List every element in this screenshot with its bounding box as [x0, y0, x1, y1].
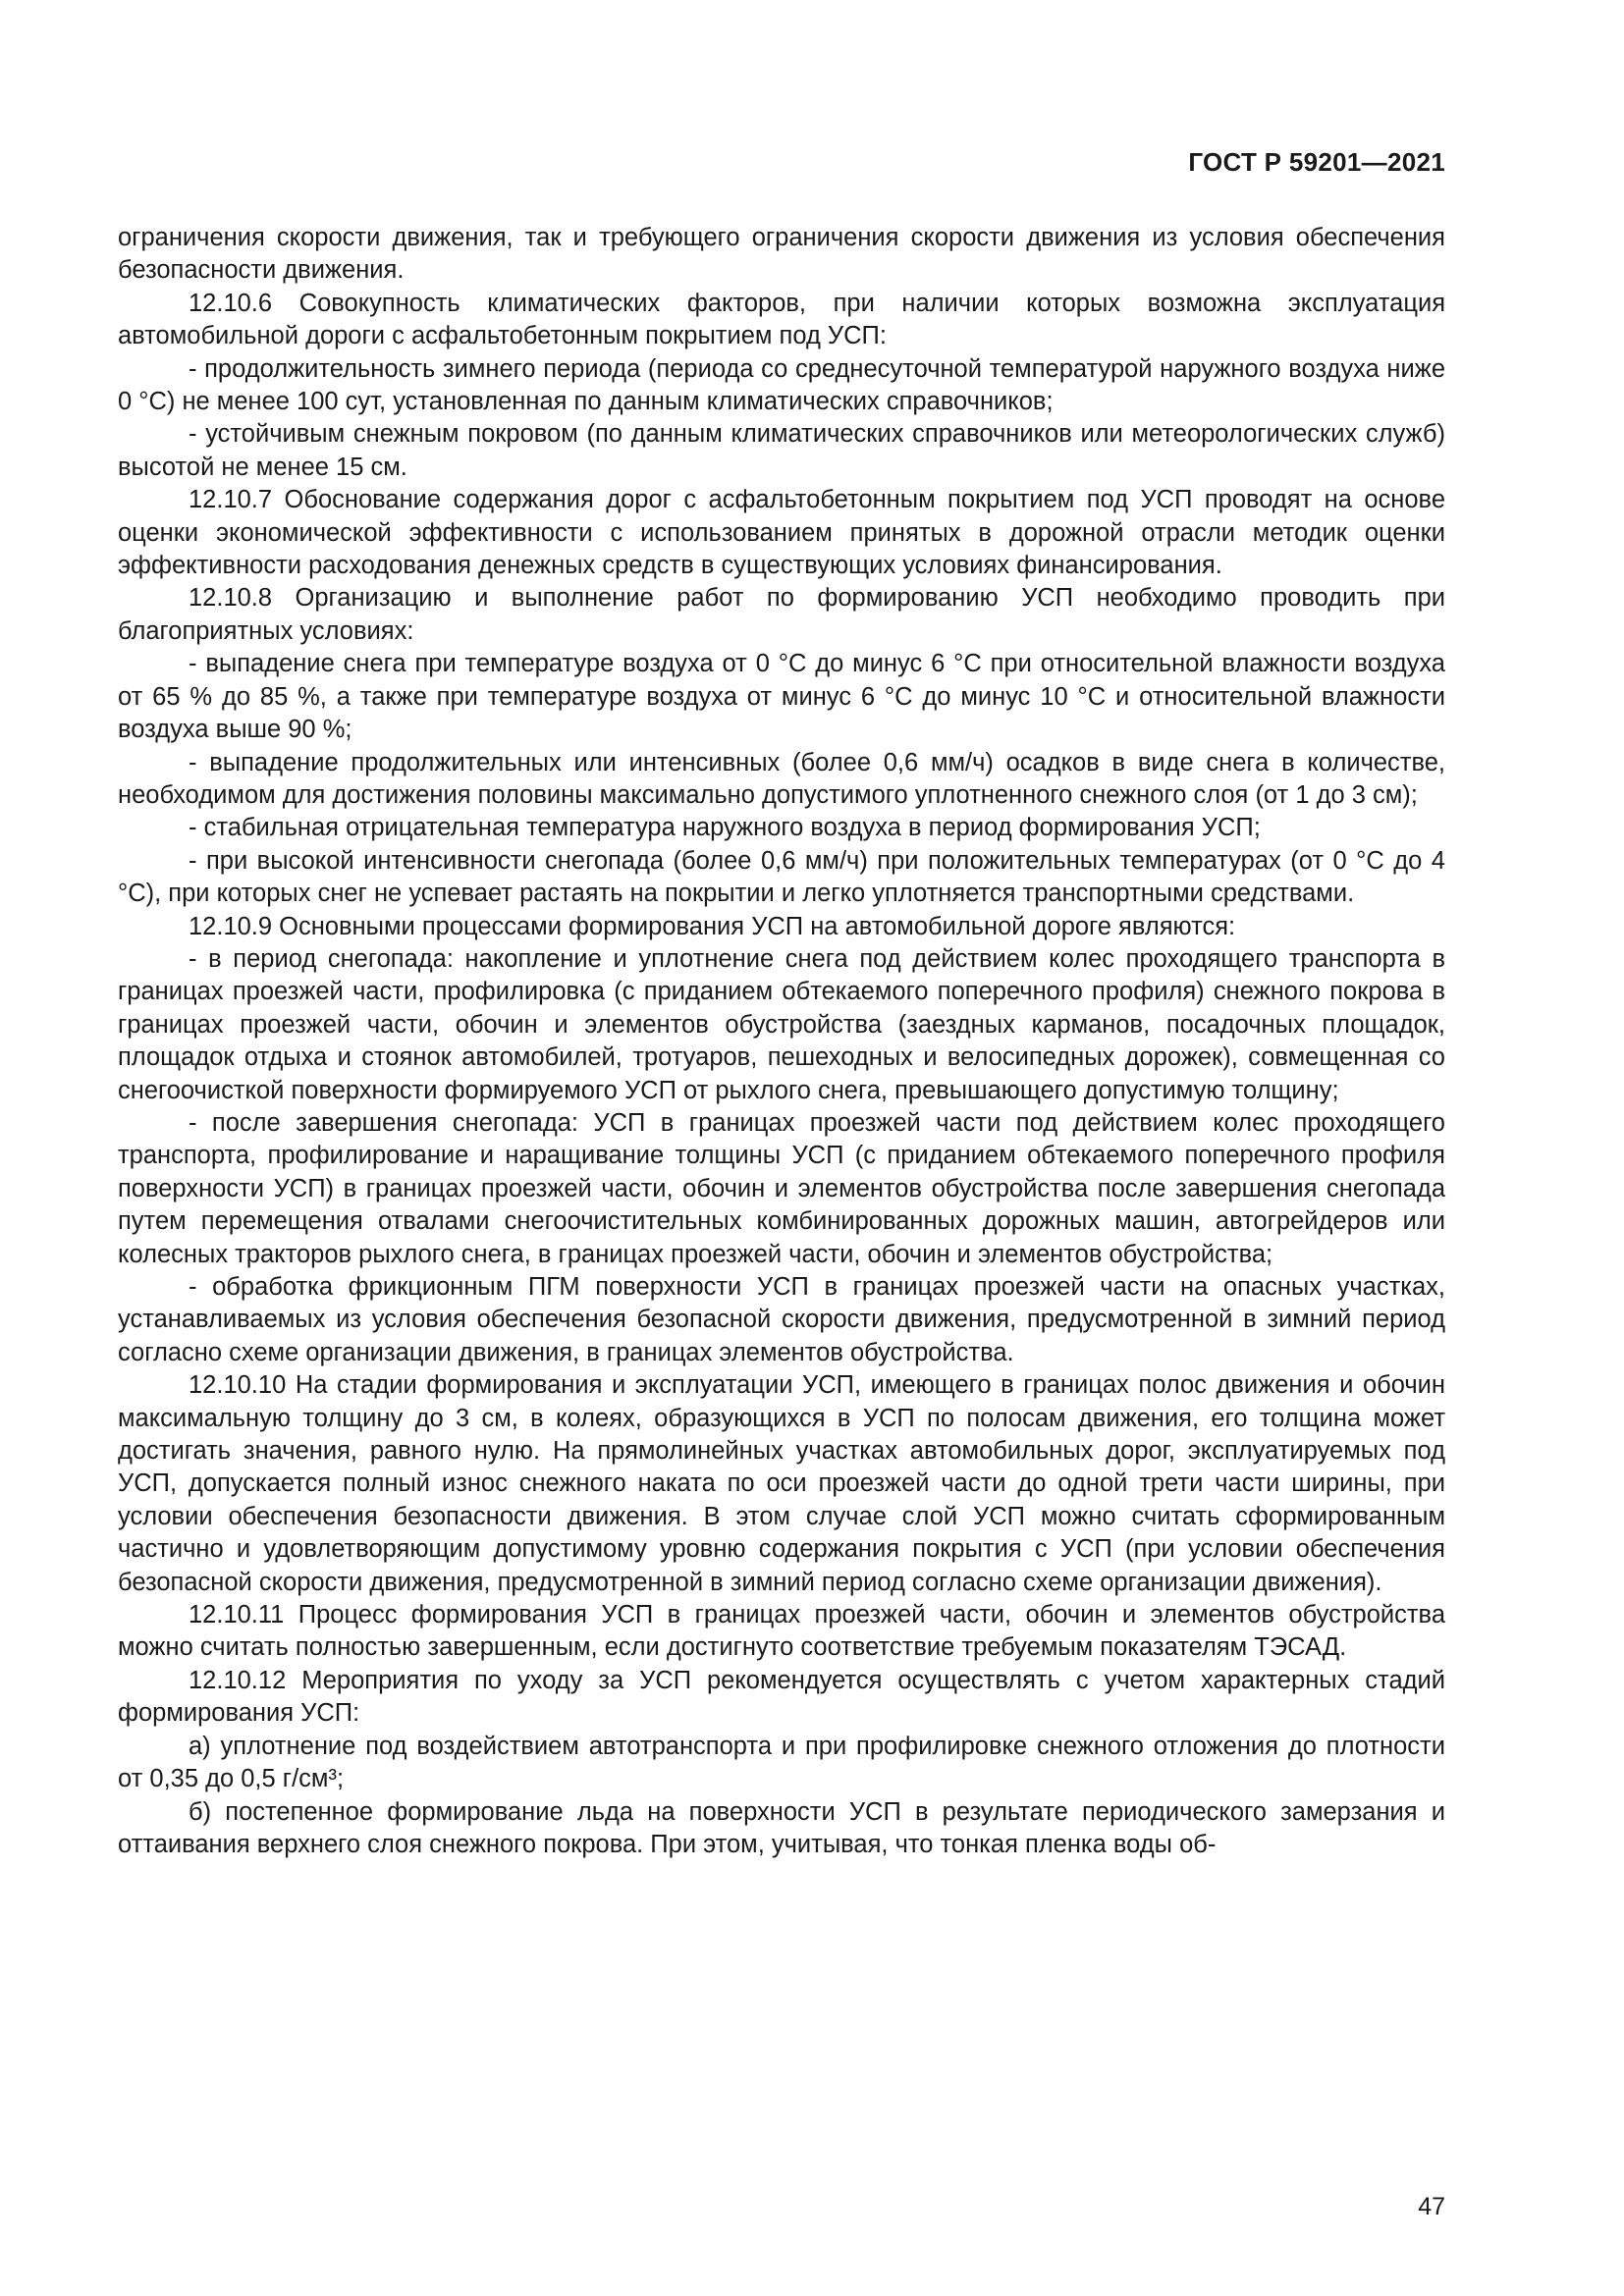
body-paragraph: - выпадение продолжительных или интенсивных (более 0,6 мм/ч) осадков в виде снега в количестве, необходимом для достижения половины максимально допустимого уплотненного снежного слоя (от 1 до 3 см); [118, 748, 1445, 809]
body-paragraph: - стабильная отрицательная температура наружного воздуха в период формирования УСП; [189, 814, 1261, 842]
document-body [118, 222, 1445, 1861]
body-paragraph: - выпадение снега при температуре воздуха от 0 °С до минус 6 °С при относительной влажности воздуха от 65 % до 85 %, а также при температуре воздуха от минус 6 °С до минус 10 °С и относительной влажности воздуха выше 90 %; [118, 650, 1445, 744]
body-paragraph: 12.10.9 Основными процессами формирования УСП на автомобильной дороге являются: [189, 912, 1236, 940]
body-paragraph: - в период снегопада: накопление и уплотнение снега под действием колес проходящего транспорта в границах проезжей части, профилировка (с приданием обтекаемого поперечного профиля) снежного покрова в границах проезжей части, обочин и элементов обустройства (заездных карманов, посадочных площадок, площадок отдыха и стоянок автомобилей, тротуаров, пешеходных и велосипедных дорожек), совмещенная со снегоочисткой поверхности формируемого УСП от рыхлого снега, превышающего допустимую толщину; [118, 944, 1445, 1104]
body-paragraph: 12.10.12 Мероприятия по уходу за УСП рекомендуется осуществлять с учетом характерных стадий формирования УСП: [118, 1666, 1445, 1728]
body-paragraph: ограничения скорости движения, так и требующего ограничения скорости движения из условия обеспечения безопасности движения. [118, 224, 1445, 285]
body-paragraph: - устойчивым снежным покровом (по данным климатических справочников или метеорологических служб) высотой не менее 15 см. [118, 420, 1445, 481]
page-number: 47 [1418, 2193, 1445, 2220]
body-paragraph: 12.10.8 Организацию и выполнение работ по формированию УСП необходимо проводить при благоприятных условиях: [118, 584, 1445, 645]
body-paragraph: - продолжительность зимнего периода (периода со среднесуточной температурой наружного воздуха ниже 0 °С) не менее 100 сут, установленная по данным климатических справочников; [118, 354, 1445, 416]
document-standard-id: ГОСТ Р 59201—2021 [1188, 147, 1445, 177]
body-paragraph: - при высокой интенсивности снегопада (более 0,6 мм/ч) при положительных температурах (от 0 °С до 4 °С), при которых снег не успевает растаять на покрытии и легко уплотняется транспортными средствами. [118, 846, 1445, 908]
body-paragraph: 12.10.7 Обоснование содержания дорог с асфальтобетонным покрытием под УСП проводят на основе оценки экономической эффективности с использованием принятых в дорожной отрасли методик оценки эффективности расходования денежных средств в существующих условиях финансирования. [118, 486, 1445, 580]
body-paragraph: 12.10.10 На стадии формирования и эксплуатации УСП, имеющего в границах полос движения и обочин максимальную толщину до 3 см, в колеях, образующихся в УСП по полосам движения, его толщина может достигать значения, равного нулю. На прямолинейных участках автомобильных дорог, эксплуатируемых под УСП, допускается полный износ снежного наката по оси проезжей части до одной трети части ширины, при условии обеспечения безопасности движения. В этом случае слой УСП можно считать сформированным частично и удовлетворяющим допустимому уровню содержания покрытия с УСП (при условии обеспечения безопасной скорости движения, предусмотренной в зимний период согласно схеме организации движения). [118, 1371, 1445, 1596]
body-paragraph: 12.10.11 Процесс формирования УСП в границах проезжей части, обочин и элементов обустройства можно считать полностью завершенным, если достигнуто соответствие требуемым показателям ТЭСАД. [118, 1601, 1445, 1662]
body-paragraph: 12.10.6 Совокупность климатических факторов, при наличии которых возможна эксплуатация автомобильной дороги с асфальтобетонным покрытием под УСП: [118, 289, 1445, 350]
body-paragraph: а) уплотнение под воздействием автотранспорта и при профилировке снежного отложения до плотности от 0,35 до 0,5 г/см³; [118, 1732, 1445, 1793]
body-paragraph: б) постепенное формирование льда на поверхности УСП в результате периодического замерзания и оттаивания верхнего слоя снежного покрова. При этом, учитывая, что тонкая пленка воды об- [118, 1797, 1445, 1858]
body-paragraph: - обработка фрикционным ПГМ поверхности УСП в границах проезжей части на опасных участках, устанавливаемых из условия обеспечения безопасной скорости движения, предусмотренной в зимний период согласно схеме организации движения, в границах элементов обустройства. [118, 1273, 1445, 1366]
body-paragraph: - после завершения снегопада: УСП в границах проезжей части под действием колес проходящего транспорта, профилирование и наращивание толщины УСП (с приданием обтекаемого поперечного профиля поверхности УСП) в границах проезжей части, обочин и элементов обустройства после завершения снегопада путем перемещения отвалами снегоочистительных комбинированных дорожных машин, автогрейдеров или колесных тракторов рыхлого снега, в границах проезжей части, обочин и элементов обустройства; [118, 1108, 1445, 1268]
